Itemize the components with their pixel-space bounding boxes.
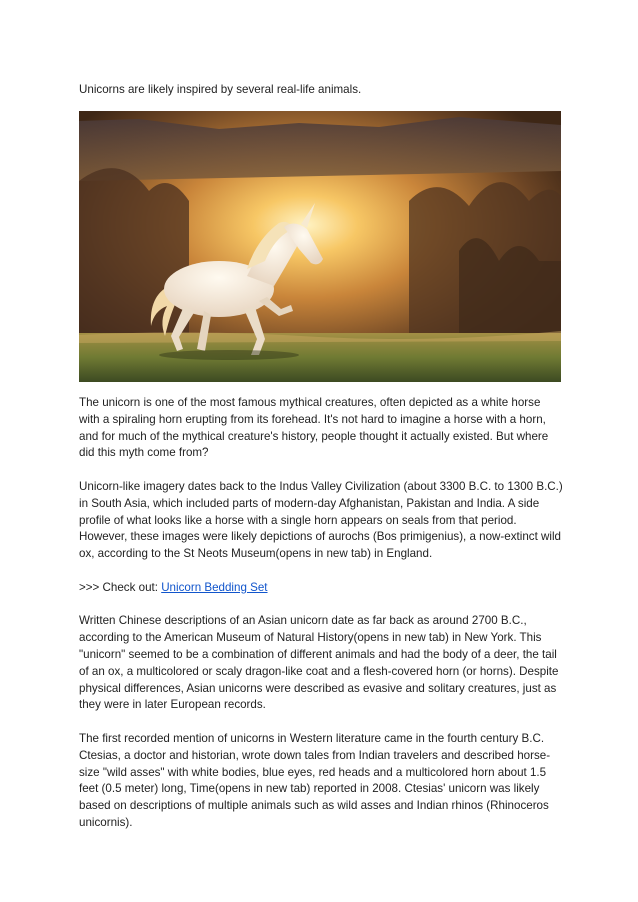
paragraph-1: The unicorn is one of the most famous mythical creatures, often depicted as a white horse with a spiraling horn erupting from its forehead. It's not hard to imagine a horse with a horn, and for much of the mythical creature's history, people thought it actually existed. But where did this myth come from? (79, 396, 549, 460)
white-horse-unicorn-photo (79, 111, 561, 382)
paragraph-5: The first recorded mention of unicorns in Western literature came in the fourth century B.C. Ctesias, a doctor and historian, wrote down tales from Indian travelers and described horse-size "wild asses" with white bodies, blue eyes, red heads and a multicolored horn about 1.5 feet (0.5 meter) long, Time(opens in new tab) reported in 2008. Ctesias' unicorn was likely based on descriptions of multiple animals such as wild asses and Indian rhinos (Rhinoceros unicornis). (79, 731, 551, 829)
intro-text: Unicorns are likely inspired by several real-life animals. (79, 83, 362, 96)
checkout-line (79, 580, 563, 597)
unicorn-bedding-set-link[interactable]: Unicorn Bedding Set (161, 580, 268, 594)
article-body (79, 395, 563, 849)
paragraph-2: Unicorn-like imagery dates back to the Indus Valley Civilization (about 3300 B.C. to 1300 B.C.) in South Asia, which included parts of modern-day Afghanistan, Pakistan and India. A side profile of what looks like a horse with a single horn appears on seals from that period. However, these images were likely depictions of aurochs (Bos primigenius), a now-extinct wild ox, according to the St Neots Museum(opens in new tab) in England. (79, 479, 563, 561)
unicorn-photo (79, 111, 561, 382)
paragraph-4: Written Chinese descriptions of an Asian unicorn date as far back as around 2700 B.C., according to the American Museum of Natural History(opens in new tab) in New York. This "unicorn" seemed to be a combination of different animals and had the body of a deer, the tail of an ox, a multicolored or scaly dragon-like coat and a flesh-covered horn (or horns). Despite physical differences, Asian unicorns were described as evasive and solitary creatures, just as they were in later European records. (79, 614, 559, 712)
checkout-prefix: >>> Check out: (79, 580, 162, 594)
